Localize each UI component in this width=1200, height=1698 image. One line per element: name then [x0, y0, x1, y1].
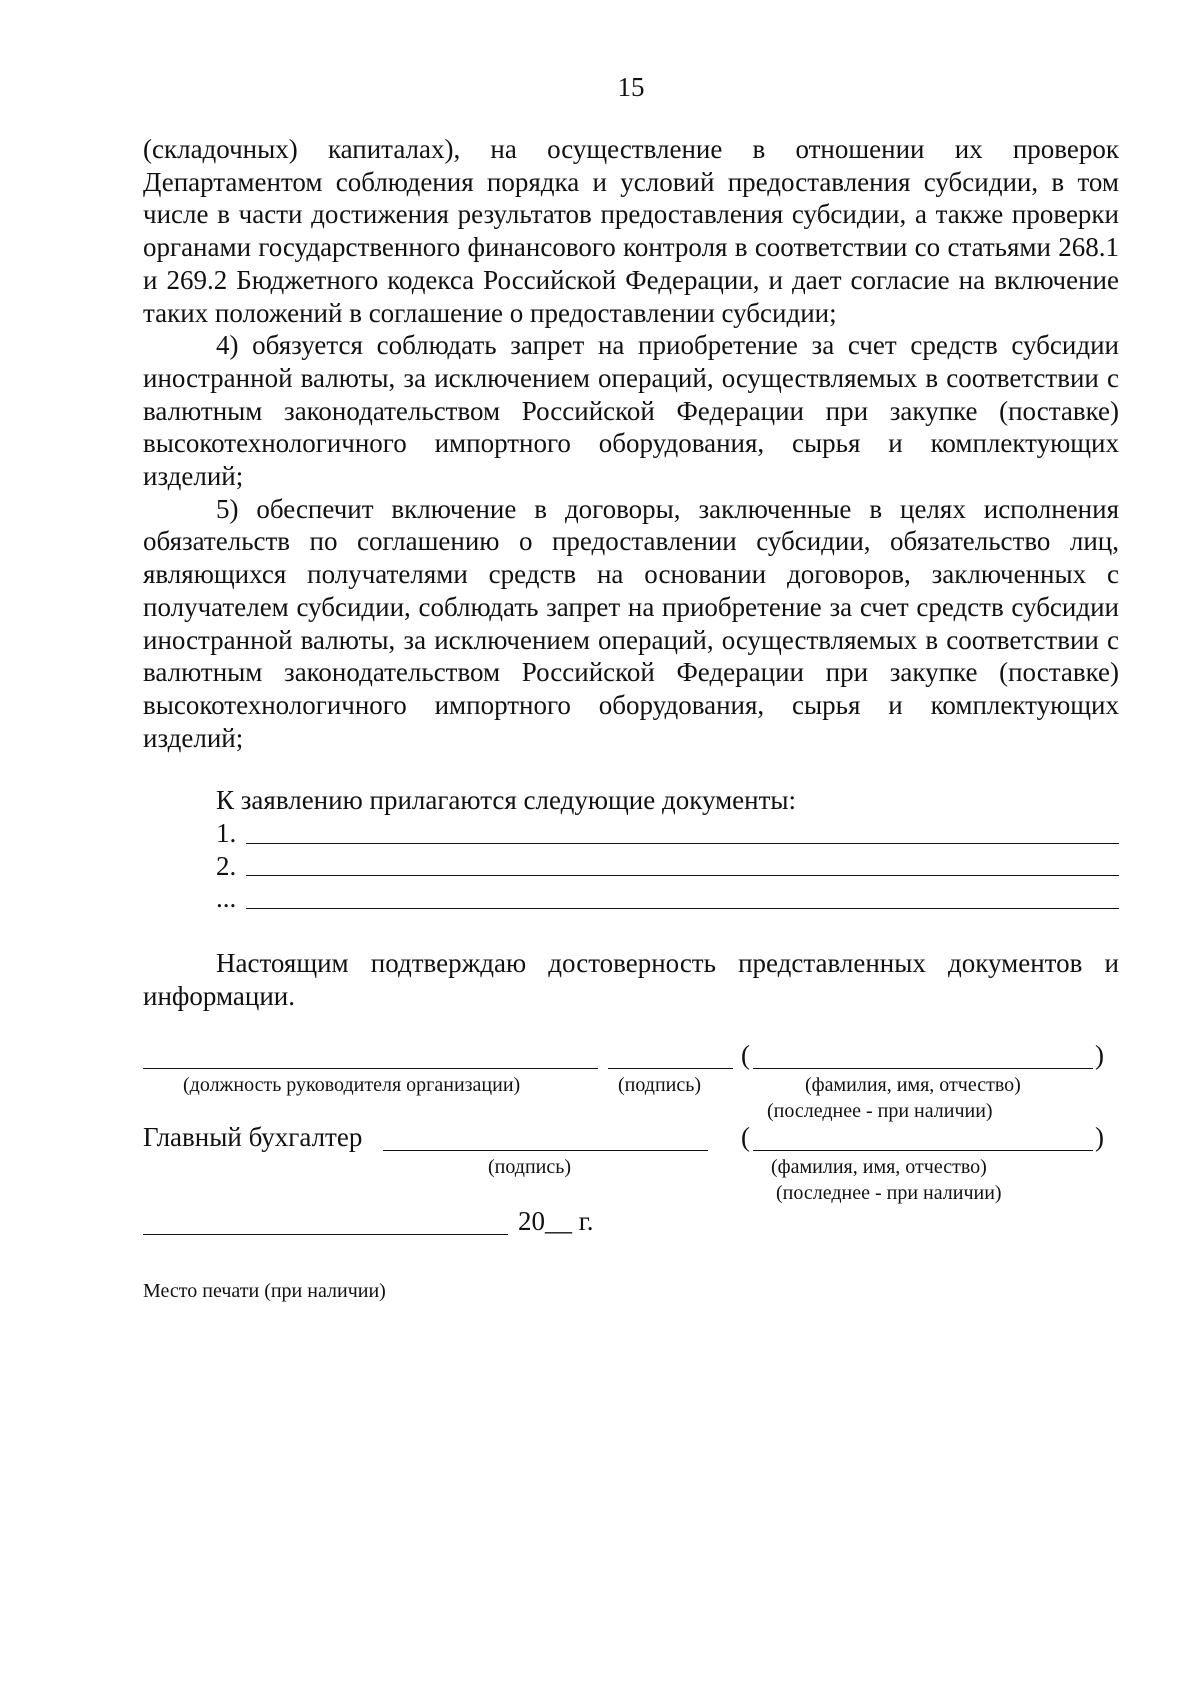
confirmation-statement: Настоящим подтверждаю достоверность представленных документов и информации. [143, 948, 1119, 1011]
attachment-number: 2. [216, 850, 237, 881]
accountant-signature-blank-field[interactable] [383, 1150, 708, 1151]
date-blank-field[interactable] [143, 1234, 508, 1235]
paren-open: ( [741, 1040, 750, 1070]
accountant-signature-caption: (подпись) [488, 1156, 572, 1178]
attachment-line-more[interactable] [143, 882, 1119, 915]
attachment-blank-field[interactable] [246, 908, 1119, 909]
attachment-line-1[interactable] [143, 817, 1119, 850]
attachments-title: К заявлению прилагаются следующие документы: [216, 785, 797, 816]
head-name-caption: (фамилия, имя, отчество) [805, 1074, 1021, 1096]
signature-block [143, 1040, 1123, 1300]
attachment-blank-field[interactable] [246, 875, 1119, 876]
page-number: 15 [617, 72, 645, 102]
paren-open: ( [741, 1122, 750, 1152]
date-year: 20__ г. [518, 1206, 594, 1236]
accountant-name-caption: (фамилия, имя, отчество) [771, 1156, 987, 1178]
head-name-caption-note: (последнее - при наличии) [767, 1100, 993, 1122]
head-signature-blank-field[interactable] [608, 1068, 733, 1069]
paragraph-continuation: (складочных) капиталах), на осуществление в отношении их проверок Департаментом соблюдения порядка и условий предоставления субсидии, в том числе в части достижения результатов предоставления субсидии, а также проверки органами государственного финансового контроля в соответствии со статьями 268.1 и 269.2 Бюджетного кодекса Российской Федерации, и дает согласие на включение таких положений в соглашение о предоставлении субсидии; [143, 134, 1119, 328]
stamp-place-label: Место печати (при наличии) [143, 1280, 386, 1302]
paren-close: ) [1095, 1122, 1104, 1152]
paragraph-item-5: 5) обеспечит включение в договоры, заключенные в целях исполнения обязательств по соглашению о предоставлении субсидии, обязательство лиц, являющихся получателями средств на основании договоров, заключенных с получателем субсидии, соблюдать запрет на приобретение за счет средств субсидии иностранной валюты, за исключением операций, осуществляемых в соответствии с валютным законодательством Российской Федерации при закупке (поставке) высокотехнологичного импортного оборудования, сырья и комплектующих изделий; [143, 493, 1119, 753]
paragraph-item-4: 4) обязуется соблюдать запрет на приобретение за счет средств субсидии иностранной валюты, за исключением операций, осуществляемых в соответствии с валютным законодательством Российской Федерации при закупке (поставке) высокотехнологичного импортного оборудования, сырья и комплектующих изделий; [143, 330, 1119, 492]
attachment-line-2[interactable] [143, 850, 1119, 883]
attachment-number: ... [216, 883, 237, 914]
chief-accountant-label: Главный бухгалтер [143, 1122, 363, 1152]
document-body [143, 133, 1119, 1013]
head-signature-caption: (подпись) [618, 1074, 702, 1096]
accountant-name-blank-field[interactable] [753, 1150, 1093, 1151]
position-blank-field[interactable] [143, 1068, 598, 1069]
head-name-blank-field[interactable] [753, 1068, 1093, 1069]
accountant-name-caption-note: (последнее - при наличии) [776, 1182, 1002, 1204]
attachment-blank-field[interactable] [246, 843, 1119, 844]
paren-close: ) [1095, 1040, 1104, 1070]
position-caption: (должность руководителя организации) [183, 1074, 521, 1096]
attachment-number: 1. [216, 818, 237, 849]
